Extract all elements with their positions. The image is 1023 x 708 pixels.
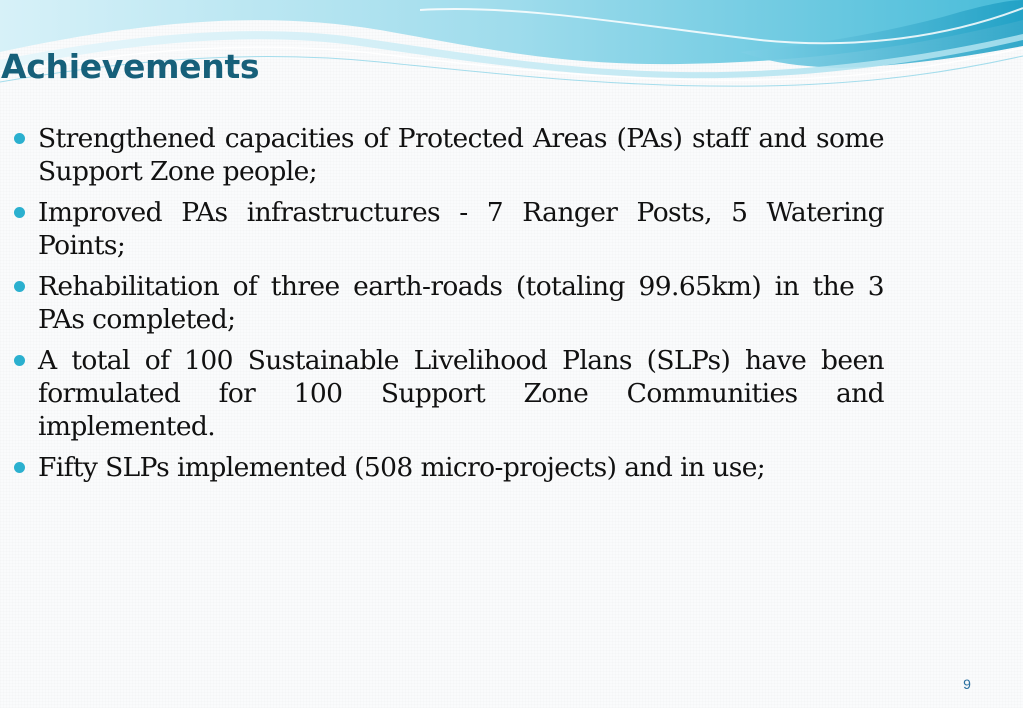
bullet-item [14, 344, 884, 443]
bullet-list [14, 122, 884, 492]
page-number: 9 [963, 676, 971, 692]
bullet-marker-icon [14, 133, 25, 144]
bullet-item [14, 451, 884, 484]
bullet-item [14, 122, 884, 188]
bullet-text: Rehabilitation of three earth-roads (totaling 99.65km) in the 3 PAs completed; [38, 271, 884, 335]
bullet-marker-icon [14, 355, 25, 366]
bullet-marker-icon [14, 462, 25, 473]
bullet-text: Fifty SLPs implemented (508 micro-projects) and in use; [38, 452, 766, 483]
slide-title: Achievements [1, 47, 260, 86]
bullet-text: A total of 100 Sustainable Livelihood Plans (SLPs) have been formulated for 100 Support Zone Communities and implemented. [38, 345, 884, 442]
bullet-text: Strengthened capacities of Protected Areas (PAs) staff and some Support Zone people; [38, 123, 884, 187]
bullet-text: Improved PAs infrastructures - 7 Ranger Posts, 5 Watering Points; [38, 197, 884, 261]
bullet-item [14, 196, 884, 262]
bullet-item [14, 270, 884, 336]
bullet-marker-icon [14, 281, 25, 292]
bullet-marker-icon [14, 207, 25, 218]
